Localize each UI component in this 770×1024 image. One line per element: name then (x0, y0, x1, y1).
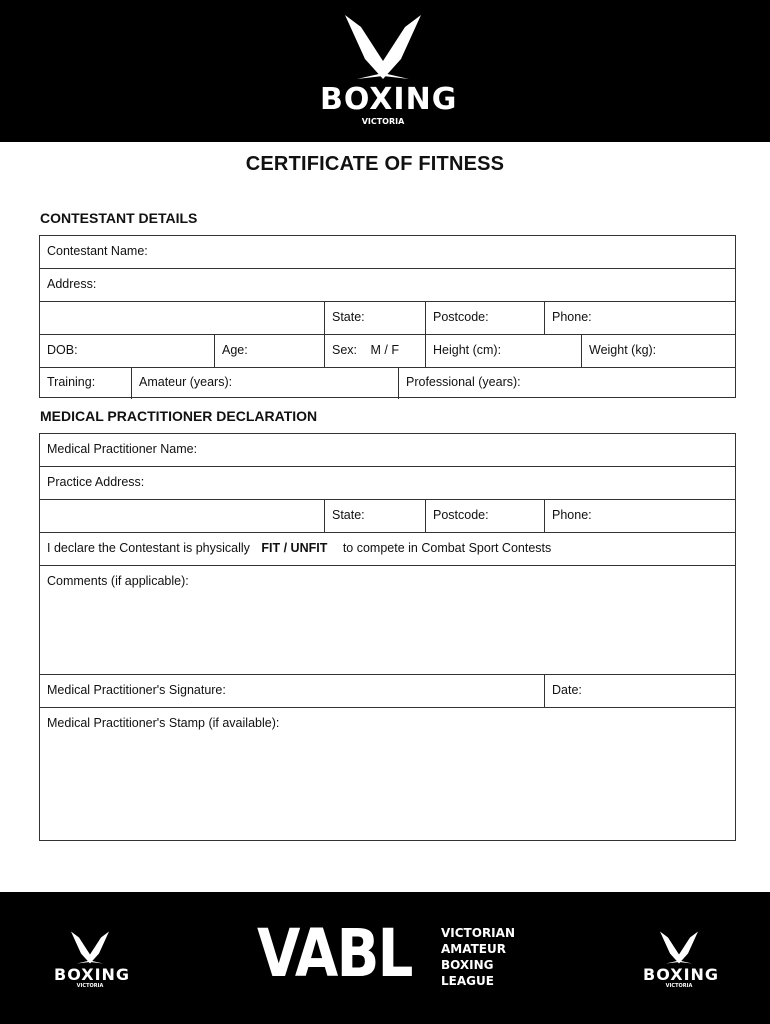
left-logo-subtitle: VICTORIA (76, 983, 104, 989)
fit-unfit-options[interactable]: FIT / UNFIT (261, 541, 328, 555)
professional-years-field[interactable] (398, 368, 735, 399)
phone-label: Phone: (552, 310, 592, 324)
practice-address-line-2-field[interactable] (40, 500, 324, 532)
practice-postcode-field[interactable] (425, 500, 544, 532)
dob-field[interactable] (40, 335, 214, 367)
left-logo-wordmark: BOXING (54, 965, 131, 984)
weight-field[interactable] (581, 335, 735, 367)
contestant-details-table (39, 235, 736, 398)
phone-field[interactable] (544, 302, 735, 334)
signature-field[interactable] (40, 675, 544, 707)
practice-state-field[interactable] (324, 500, 425, 532)
practice-postcode-label: Postcode: (433, 508, 489, 522)
logo-wordmark: BOXING (320, 82, 458, 117)
right-logo-wordmark: BOXING (643, 965, 720, 984)
contestant-name-row[interactable] (40, 236, 735, 269)
comments-field[interactable] (40, 566, 735, 674)
contestant-name-label: Contestant Name: (47, 244, 148, 258)
left-boxing-v-logo-icon (70, 929, 110, 967)
page-title: CERTIFICATE OF FITNESS (245, 153, 505, 175)
training-label: Training: (47, 375, 96, 389)
medical-declaration-heading: MEDICAL PRACTITIONER DECLARATION (40, 408, 318, 424)
practice-address-field[interactable] (40, 467, 735, 499)
training-cell (40, 368, 131, 399)
amateur-years-field[interactable] (131, 368, 398, 399)
sex-options[interactable]: M / F (370, 343, 399, 357)
stamp-field[interactable] (40, 708, 735, 840)
height-field[interactable] (425, 335, 581, 367)
address-row[interactable] (40, 269, 735, 302)
date-label: Date: (552, 683, 582, 697)
training-row (40, 368, 735, 399)
postcode-label: Postcode: (433, 310, 489, 324)
practice-phone-label: Phone: (552, 508, 592, 522)
league-line-3: BOXING (441, 958, 494, 972)
comments-row[interactable] (40, 566, 735, 675)
height-label: Height (cm): (433, 343, 502, 357)
weight-label: Weight (kg): (589, 343, 657, 357)
location-row (40, 302, 735, 335)
practice-phone-field[interactable] (544, 500, 735, 532)
declaration-suffix: to compete in Combat Sport Contests (342, 541, 552, 555)
state-field[interactable] (324, 302, 425, 334)
dob-label: DOB: (47, 343, 78, 357)
fitness-declaration-row (40, 533, 735, 566)
contestant-name-field[interactable] (40, 236, 735, 268)
practitioner-name-label: Medical Practitioner Name: (47, 442, 198, 456)
stamp-label: Medical Practitioner's Stamp (if available): (47, 716, 280, 730)
signature-row (40, 675, 735, 708)
comments-label: Comments (if applicable): (47, 574, 189, 588)
signature-label: Medical Practitioner's Signature: (47, 683, 226, 697)
league-line-2: AMATEUR (441, 942, 506, 956)
fitness-declaration (40, 533, 735, 565)
age-field[interactable] (214, 335, 324, 367)
league-line-4: LEAGUE (441, 974, 494, 988)
sex-field[interactable] (324, 335, 425, 367)
state-label: State: (332, 310, 365, 324)
date-field[interactable] (544, 675, 735, 707)
sex-label: Sex: (332, 343, 358, 357)
practice-state-label: State: (332, 508, 365, 522)
stamp-row[interactable] (40, 708, 735, 840)
age-label: Age: (222, 343, 248, 357)
contestant-details-heading: CONTESTANT DETAILS (40, 210, 198, 226)
practice-location-row (40, 500, 735, 533)
right-boxing-v-logo-icon (659, 929, 699, 967)
postcode-field[interactable] (425, 302, 544, 334)
address-label: Address: (47, 277, 97, 291)
boxing-victoria-v-logo-icon (343, 13, 423, 83)
league-line-1: VICTORIAN (441, 926, 515, 940)
address-line-2-field[interactable] (40, 302, 324, 334)
right-logo-subtitle: VICTORIA (665, 983, 693, 989)
professional-years-label: Professional (years): (406, 375, 521, 389)
practitioner-name-field[interactable] (40, 434, 735, 466)
address-field[interactable] (40, 269, 735, 301)
header-banner (0, 0, 770, 142)
practice-address-row[interactable] (40, 467, 735, 500)
logo-subtitle: VICTORIA (361, 117, 405, 126)
medical-declaration-table (39, 433, 736, 841)
physical-row (40, 335, 735, 368)
vabl-logo-text: VABL (257, 915, 412, 992)
practice-address-label: Practice Address: (47, 475, 145, 489)
practitioner-name-row[interactable] (40, 434, 735, 467)
declaration-prefix: I declare the Contestant is physically (47, 541, 250, 555)
amateur-years-label: Amateur (years): (139, 375, 233, 389)
